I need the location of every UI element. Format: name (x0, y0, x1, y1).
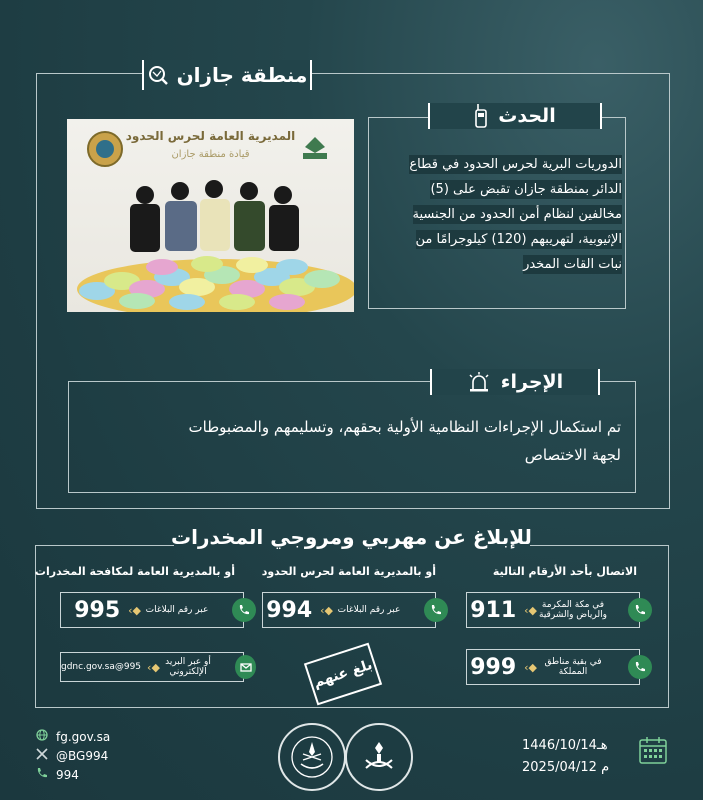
website-link[interactable]: fg.gov.sa (56, 730, 111, 744)
email-address[interactable]: 995@gdnc.gov.sa (61, 662, 142, 672)
hotline-994-label: عبر رقم البلاغات (337, 605, 401, 615)
hotline-995-label: عبر رقم البلاغات (145, 605, 209, 615)
action-title: الإجراء (500, 371, 564, 393)
hotline-911-label: في مكة المكرمة والرياض والشرقية (539, 600, 607, 620)
col2-header: أو بالمديرية العامة لحرس الحدود (261, 565, 436, 578)
action-line-2: لجهة الاختصاص (524, 446, 621, 464)
event-line-4: الإثيوبية، لتهريبهم (120) كيلوجرامًا من (415, 232, 622, 247)
photo-subheader: قيادة منطقة جازان (171, 149, 250, 160)
phone-icon (628, 598, 652, 622)
event-title: الحدث (498, 105, 556, 127)
region-title: منطقة جازان (176, 63, 308, 87)
event-tab (428, 103, 602, 129)
arrow-icon: ◆› (524, 660, 537, 674)
report-title: للإبلاغ عن مهربي ومروجي المخدرات (171, 525, 532, 549)
footer-phone[interactable]: 994 (56, 768, 79, 782)
report-stamp: بلغ عنهم (304, 643, 382, 706)
col3-header: أو بالمديرية العامة لمكافحة المخدرات (34, 565, 235, 578)
action-tab (430, 369, 600, 395)
siren-icon (467, 372, 491, 392)
action-line-1: تم استكمال الإجراءات النظامية الأولية بحقهم، وتسليمهم والمضبوطات (188, 418, 621, 436)
col1-header: الاتصال بأحد الأرقام التالية (492, 565, 637, 578)
email-label: أو عبر البريد الإلكتروني (165, 657, 211, 677)
event-line-3: مخالفين لنظام أمن الحدود من الجنسية (412, 207, 622, 222)
hotline-911-number: 911 (470, 597, 517, 623)
arrow-icon: ◆› (320, 603, 333, 617)
hotline-995-number: 995 (74, 597, 121, 623)
calendar-icon (638, 735, 668, 765)
x-logo-icon (36, 747, 48, 766)
arrow-icon: ◆› (128, 603, 141, 617)
event-line-1: الدوريات البرية لحرس الحدود في قطاع (409, 157, 622, 172)
action-text (76, 413, 621, 469)
hotline-999-number: 999 (470, 654, 517, 680)
arrow-icon: ◆› (524, 603, 537, 617)
border-guard-emblem (278, 723, 346, 791)
seizure-photo (67, 119, 354, 312)
phone-icon (36, 766, 48, 785)
email-box[interactable] (60, 652, 244, 682)
email-icon (235, 655, 256, 679)
phone-icon (424, 598, 448, 622)
hotline-995[interactable] (60, 592, 244, 628)
date-gregorian: 2025/04/12 م (522, 760, 610, 775)
hotline-911[interactable] (466, 592, 640, 628)
hotline-999-label: في بقية مناطق المملكة (544, 657, 602, 677)
event-text (374, 152, 622, 277)
hotline-999[interactable] (466, 649, 640, 685)
phone-icon (232, 598, 256, 622)
hotline-994[interactable] (262, 592, 436, 628)
event-line-2: الدائر بمنطقة جازان تقبض على (5) (430, 182, 622, 197)
phone-icon (628, 655, 652, 679)
photo-header: المديرية العامة لحرس الحدود (125, 129, 296, 143)
map-search-icon (147, 64, 169, 86)
date-block (522, 735, 609, 779)
footer-social (36, 728, 110, 785)
arrow-icon: ◆› (147, 660, 160, 674)
x-handle[interactable]: @BG994 (56, 749, 109, 763)
hotline-994-number: 994 (266, 597, 313, 623)
globe-icon (36, 728, 48, 747)
walkie-talkie-icon (474, 104, 488, 128)
saudi-emblem (345, 723, 413, 791)
event-line-5: نبات القات المخدر (523, 257, 622, 272)
date-hijri: 1446/10/14هـ (522, 738, 608, 753)
region-tab (142, 60, 312, 90)
